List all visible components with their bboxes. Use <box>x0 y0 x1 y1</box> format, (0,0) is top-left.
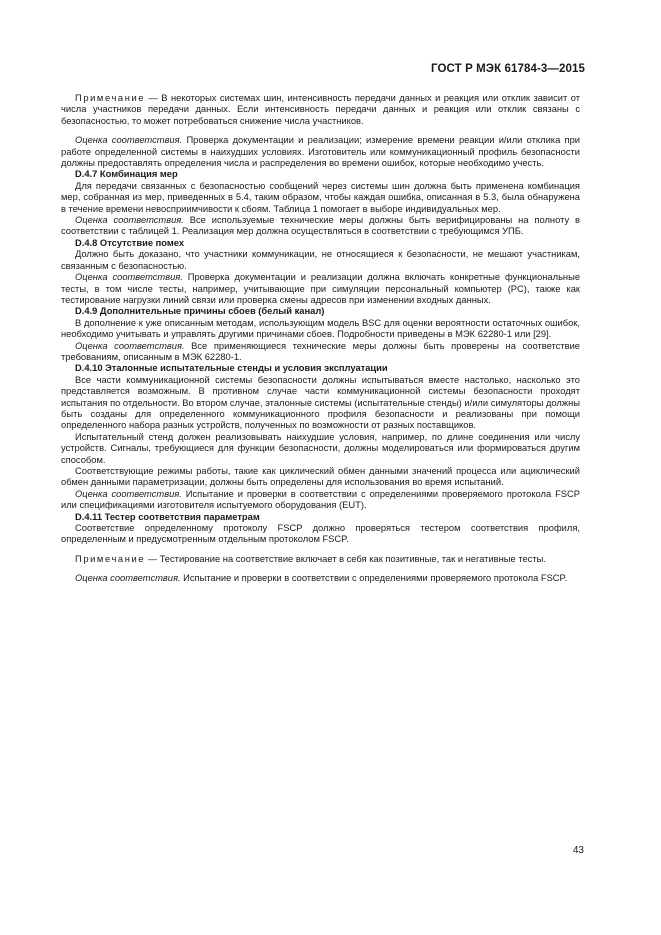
assessment-label: Оценка соответствия. <box>75 573 181 584</box>
section-text-d410-1: Все части коммуникационной системы безопасности должны испытываться вместе настолько, насколько это представляется возможным. В противном случае части коммуникационной системы безопасности проходят испытания по отдельности. Во втором случае, эталонные системы (испытательные стенды) и/или симуляторы должны быть созданы для определенного коммуникационного профиля безопасности и реализованы при помощи определенного набора разных устройств, полученных по возможности от разных поставщиков. <box>61 374 580 431</box>
assessment-label: Оценка соответствия. <box>75 135 183 146</box>
assessment-paragraph-d49 <box>61 341 580 364</box>
note-text: — В некоторых системах шин, интенсивность передачи данных и реакция или отклик зависит от числа участников передачи данных. Если интенсивность передачи данных и реакция или отклик связаны с безопасностью, то может потребоваться снижение числа участников. <box>61 93 580 126</box>
page-body <box>61 93 580 585</box>
section-text-d48: Должно быть доказано, что участники коммуникации, не относящиеся к безопасности, не мешают участникам, связанным с безопасностью. <box>61 249 580 271</box>
section-text-d49: В дополнение к уже описанным методам, использующим модель BSC для оценки вероятности остаточных ошибок, необходимо учитывать и управлять другими причинами сбоев. Подробности приведены в МЭК 62280-1 или [29]. <box>61 317 580 340</box>
document-header: ГОСТ Р МЭК 61784-3—2015 <box>431 63 585 75</box>
assessment-text: Проверка документации и реализации; измерение времени реакции и/или отклика при работе определенной системы в наихудших условиях. Изготовитель или коммуникационный профиль безопасности должны предоставлять определения числа и распределения во времени ошибок, которые необходимо учесть. <box>61 135 580 169</box>
assessment-label: Оценка соответствия. <box>75 215 184 226</box>
assessment-text: Все используемые технические меры должны быть верифицированы на полноту в соответствии с таблицей 1. Реализация мер должна осуществляться в соответствии с требующимся УПБ. <box>61 215 580 237</box>
assessment-text: Испытание и проверки в соответствии с определениями проверяемого протокола FSCP или спецификациями изготовителя испытуемого оборудования (EUT). <box>61 488 580 511</box>
assessment-paragraph-d410 <box>61 489 580 512</box>
note-paragraph <box>61 93 580 127</box>
assessment-text: Проверка документации и реализации должна включать конкретные функциональные тесты, в том числе тесты, например, учитывающие при симуляции персональный компьютер (PC), также как тестирование нагрузки линий связи или проверка смены адресов при изменении входных данных. <box>61 272 581 305</box>
section-heading-d48: D.4.8 Отсутствие помех <box>75 237 185 248</box>
assessment-label: Оценка соответствия. <box>75 488 182 499</box>
assessment-paragraph-d48 <box>61 272 580 306</box>
section-heading-d49: D.4.9 Дополнительные причины сбоев (белый канал) <box>75 306 325 317</box>
section-text-d411: Соответствие определенному протоколу FSCP должно проверяться тестером соответствия профиля, определенным и предусмотренным отдельным протоколом FSCP. <box>61 523 580 545</box>
assessment-paragraph-final <box>61 573 580 584</box>
page-number: 43 <box>572 845 584 856</box>
assessment-label: Оценка соответствия. <box>75 340 185 351</box>
assessment-text: Испытание и проверки в соответствии с определениями проверяемого протокола FSCP. <box>180 573 568 584</box>
assessment-text: Все применяющиеся технические меры должны быть проверены на соответствие требованиям, описанным в МЭК 62280-1. <box>61 340 580 362</box>
note-label: Примечание <box>75 93 146 103</box>
section-heading-d47: D.4.7 Комбинация мер <box>75 169 178 180</box>
note-text: — Тестирование на соответствие включает в себя как позитивные, так и негативные тесты. <box>145 553 546 564</box>
section-heading-d411: D.4.11 Тестер соответствия параметрам <box>75 511 260 522</box>
note-label: Примечание <box>75 553 146 564</box>
section-text-d410-3: Соответствующие режимы работы, такие как циклический обмен данными значений процесса или ациклический обмен данными параметризации, должны быть определены для использования во время испытаний. <box>61 466 580 488</box>
section-text-d410-2: Испытательный стенд должен реализовывать наихудшие условия, например, по длине соединения или числу устройств. Сигналы, требующиеся для функции безопасности, должны моделироваться или формироваться другим способом. <box>61 431 580 465</box>
assessment-paragraph <box>61 135 580 169</box>
assessment-paragraph-d47 <box>61 215 580 238</box>
assessment-label: Оценка соответствия. <box>75 272 183 283</box>
note-paragraph-2 <box>61 554 580 565</box>
section-heading-d410: D.4.10 Эталонные испытательные стенды и условия эксплуатации <box>75 363 388 374</box>
section-text-d47: Для передачи связанных с безопасностью сообщений через системы шин должна быть применена комбинация мер, собранная из мер, приведенных в 5.4, таким образом, чтобы каждая ошибка, описанная в 5.3, была обнаружена в течение времени невосприимчивости к сбоям. Таблица 1 помогает в выборе индивидуальных мер. <box>61 180 580 214</box>
